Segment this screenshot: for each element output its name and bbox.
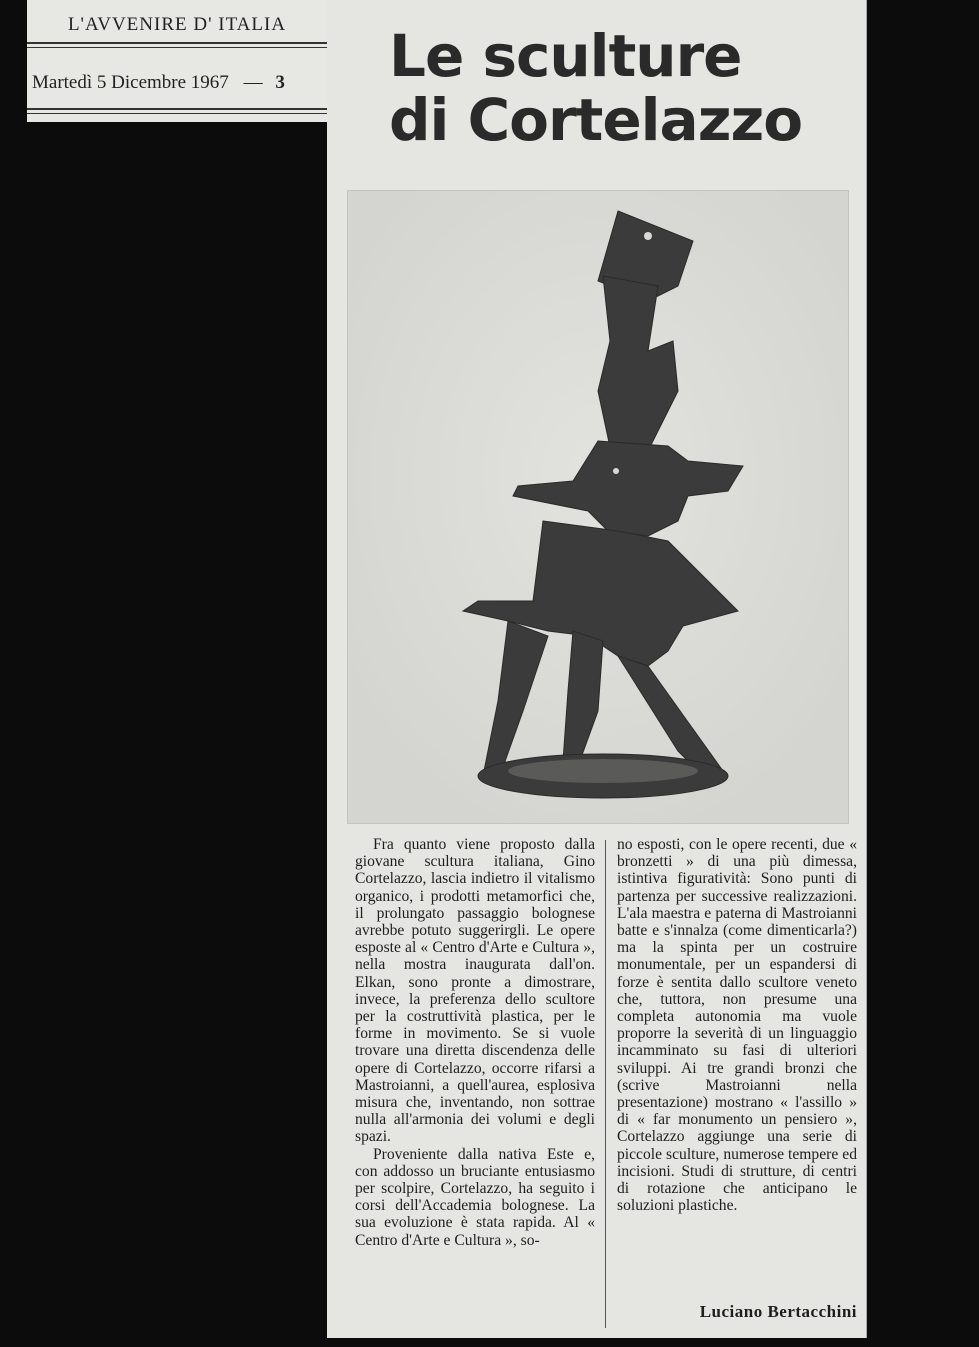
- issue-dash: —: [243, 72, 263, 93]
- article-paragraph: Fra quanto viene proposto dalla giovane scultura italiana, Gino Cortelazzo, lascia indietro il vitalismo organico, i prodotti metamorfici che, il prolungato passaggio bolognese avrebbe potuto suggerirgli. Le opere esposte al « Centro d'Arte e Cultura », nella mostra inaugurata dall'on. Elkan, sono pronte a dimostrare, invece, la preferenza dello scultore per la costruttività plastica, per le forme in movimento. Se si vuole trovare una diretta discendenza delle opere di Cortelazzo, occorre rifarsi a Mastroianni, a quell'aurea, esplosiva misura che, inventando, non sottrae nulla all'armonia dei volumi e degli spazi.: [355, 836, 595, 1146]
- sculpture-photo: [347, 190, 849, 824]
- column-divider: [605, 840, 606, 1328]
- sculpture-image: [348, 191, 848, 823]
- article-column-2: [617, 836, 857, 1214]
- masthead-rule: [27, 113, 327, 114]
- clipping-edge: [866, 0, 867, 1338]
- article-paragraph: no esposti, con le opere recenti, due « bronzetti » di una più dimessa, istintiva figuratività: Sono punti di partenza per successive realizzazioni. L'ala maestra e paterna di Mastroianni batte e s'innalza (come dimenticarla?) ma la spinta per un costruire monumentale, per un espandersi di forze è sentita dallo scultore veneto che, tuttora, non presume una completa autonomia ma vuole proporre la severità di un linguaggio incamminato su fasi di ulteriori sviluppi. Ai tre grandi bronzi che (scrive Mastroianni nella presentazione) mostrano « l'assillo » di « far monumento un pensiero », Cortelazzo aggiunge una serie di piccole sculture, numerose tempere ed incisioni. Studi di strutture, di centri di rotazione che anticipano le soluzioni plastiche.: [617, 836, 857, 1215]
- newspaper-name: L'AVVENIRE D' ITALIA: [67, 14, 287, 35]
- article-column-1: [355, 836, 595, 1249]
- masthead-rule: [27, 47, 327, 48]
- author-byline: Luciano Bertacchini: [699, 1302, 857, 1321]
- masthead-rule: [27, 42, 327, 44]
- issue-date: Martedì 5 Dicembre 1967: [32, 72, 229, 93]
- headline-line-2: di Cortelazzo: [389, 86, 803, 154]
- masthead-clipping: [27, 0, 327, 122]
- headline-line-1: Le sculture: [389, 22, 742, 90]
- issue-line: [32, 72, 285, 94]
- headline: [389, 24, 859, 152]
- masthead-rule: [27, 108, 327, 110]
- article-paragraph: Proveniente dalla nativa Este e, con addosso un bruciante entusiasmo per scolpire, Cortelazzo, ha seguito i corsi dell'Accademia bolognese. La sua evoluzione è stata rapida. Al « Centro d'Arte e Cultura », so-: [355, 1145, 595, 1249]
- article-clipping: [327, 0, 867, 1338]
- page-number: 3: [275, 72, 285, 93]
